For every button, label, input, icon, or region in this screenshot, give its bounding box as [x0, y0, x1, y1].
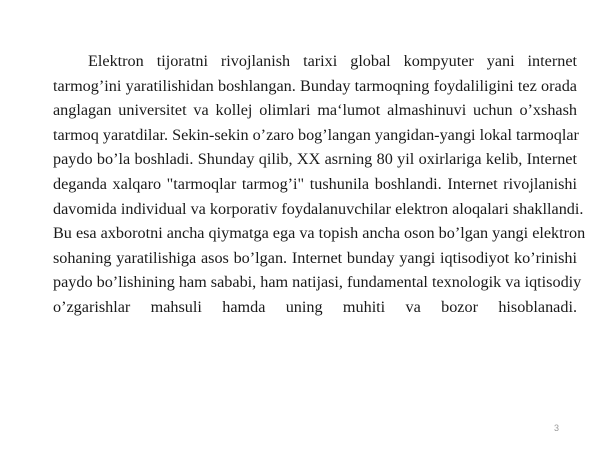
- paragraph-line: davomida individual va korporativ foydalanuvchilar elektron aloqalari shakllandi.: [53, 199, 584, 218]
- body-paragraph: [53, 49, 586, 320]
- paragraph-line: tarmog’ini yaratilishidan boshlangan. Bunday tarmoqning foydaliligini tez orada: [53, 76, 577, 95]
- paragraph-line: deganda xalqaro "tarmoqlar tarmog’i" tushunila boshlandi. Internet rivojlanishi: [53, 174, 577, 193]
- paragraph-line: o’zgarishlar mahsuli hamda uning muhiti va bozor hisoblanadi.: [53, 297, 577, 316]
- paragraph-line: anglagan universitet va kollej olimlari ma‘lumot almashinuvi uchun o’xshash: [53, 101, 577, 120]
- paragraph-line: tarmoq yaratdilar. Sekin-sekin o’zaro bog’langan yangidan-yangi lokal tarmoqlar: [53, 125, 579, 144]
- paragraph-line: Bu esa axborotni ancha qiymatga ega va topish ancha oson bo’lgan yangi elektron: [53, 224, 586, 243]
- paragraph-line: sohaning yaratilishiga asos bo’lgan. Internet bunday yangi iqtisodiyot ko’rinishi: [53, 248, 577, 267]
- paragraph-line: paydo bo’lishining ham sababi, ham natijasi, fundamental texnologik va iqtisodiy: [53, 273, 582, 292]
- paragraph-line: Elektron tijoratni rivojlanish tarixi global kompyuter yani internet: [88, 52, 577, 70]
- page-number: 3: [554, 423, 560, 433]
- paragraph-line: paydo bo’la boshladi. Shunday qilib, XX asrning 80 yil oxirlariga kelib, Internet: [53, 150, 577, 169]
